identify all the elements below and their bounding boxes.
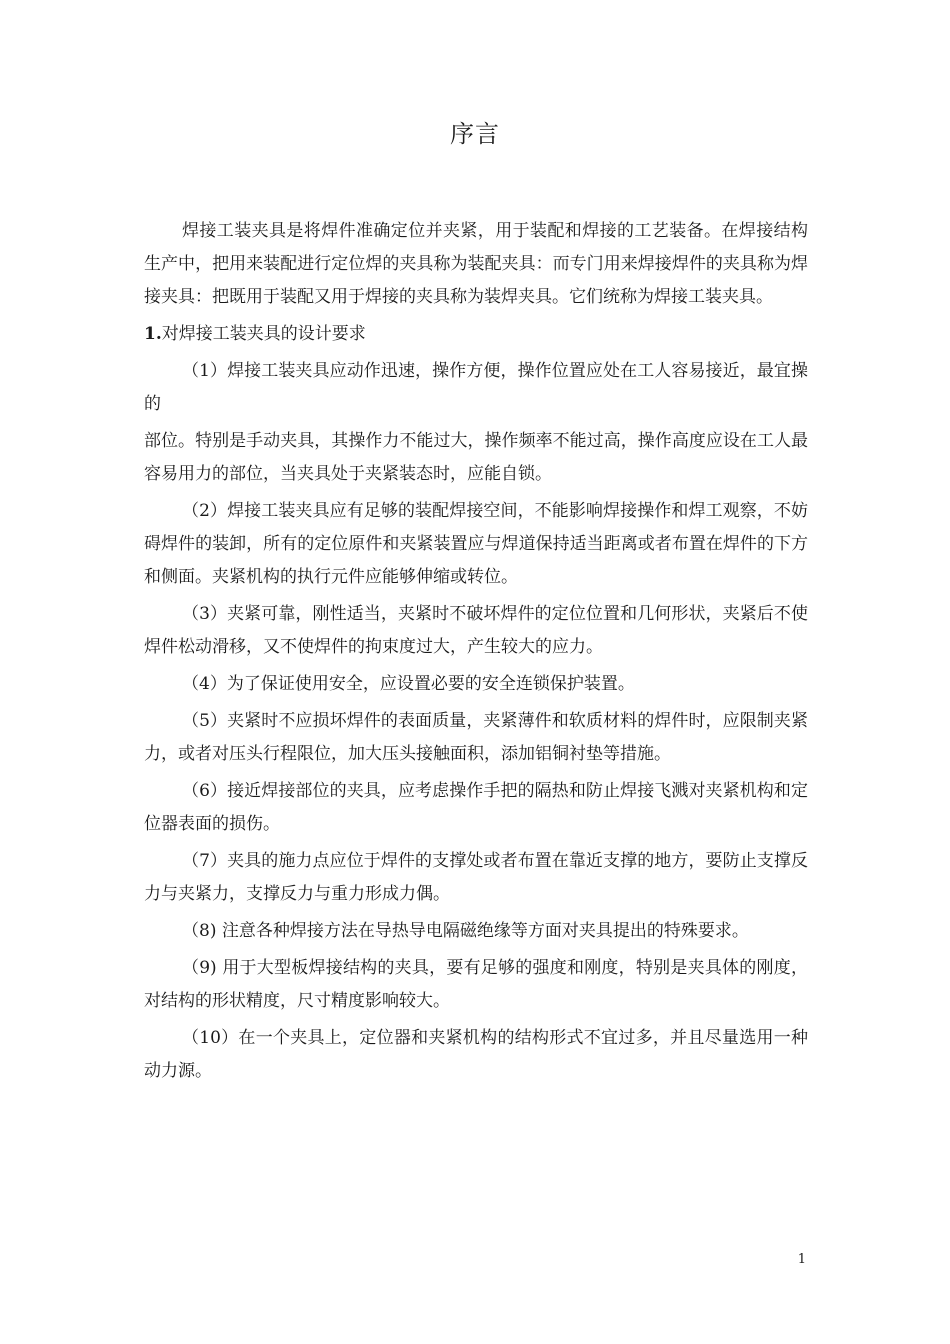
- requirement-item-1: （1）焊接工装夹具应动作迅速，操作方便，操作位置应处在工人容易接近，最宜操的: [144, 361, 808, 414]
- requirement-item-5: （5）夹紧时不应损坏焊件的表面质量，夹紧薄件和软质材料的焊件时，应限制夹紧力，或者对压头行程限位，加大压头接触面积，添加铝铜衬垫等措施。: [144, 711, 808, 764]
- section-heading: [144, 318, 808, 351]
- requirement-item-3: （3）夹紧可靠，刚性适当，夹紧时不破坏焊件的定位位置和几何形状，夹紧后不使焊件松动滑移，又不使焊件的拘束度过大，产生较大的应力。: [144, 604, 808, 657]
- intro-paragraph: 焊接工装夹具是将焊件准确定位并夹紧，用于装配和焊接的工艺装备。在焊接结构生产中，把用来装配进行定位焊的夹具称为装配夹具：而专门用来焊接焊件的夹具称为焊接夹具：把既用于装配又用于焊接的夹具称为装焊夹具。它们统称为焊接工装夹具。: [144, 221, 808, 307]
- section-number: 1.: [144, 324, 162, 344]
- requirement-item-9: （9) 用于大型板焊接结构的夹具，要有足够的强度和刚度，特别是夹具体的刚度，对结构的形状精度，尺寸精度影响较大。: [144, 958, 808, 1011]
- requirement-item-7: （7）夹具的施力点应位于焊件的支撑处或者布置在靠近支撑的地方，要防止支撑反力与夹紧力，支撑反力与重力形成力偶。: [144, 851, 808, 904]
- requirement-item-10: （10）在一个夹具上，定位器和夹紧机构的结构形式不宜过多，并且尽量选用一种动力源。: [144, 1028, 808, 1081]
- section-heading-text: 对焊接工装夹具的设计要求: [161, 324, 366, 344]
- requirement-item-2: （2）焊接工装夹具应有足够的装配焊接空间，不能影响焊接操作和焊工观察，不妨碍焊件的装卸，所有的定位原件和夹紧装置应与焊道保持适当距离或者布置在焊件的下方和侧面。夹紧机构的执行元件应能够伸缩或转位。: [144, 501, 808, 587]
- requirement-item-1-continued: 部位。特别是手动夹具，其操作力不能过大，操作频率不能过高，操作高度应设在工人最容易用力的部位，当夹具处于夹紧装态时，应能自锁。: [144, 431, 808, 484]
- requirement-item-8: （8) 注意各种焊接方法在导热导电隔磁绝缘等方面对夹具提出的特殊要求。: [182, 921, 749, 941]
- document-body: [144, 215, 808, 1092]
- page-title: 序言: [450, 120, 500, 148]
- page-number: 1: [797, 1252, 806, 1267]
- requirement-item-6: （6）接近焊接部位的夹具，应考虑操作手把的隔热和防止焊接飞溅对夹紧机构和定位器表面的损伤。: [144, 781, 808, 834]
- requirement-item-4: （4）为了保证使用安全，应设置必要的安全连锁保护装置。: [182, 674, 635, 694]
